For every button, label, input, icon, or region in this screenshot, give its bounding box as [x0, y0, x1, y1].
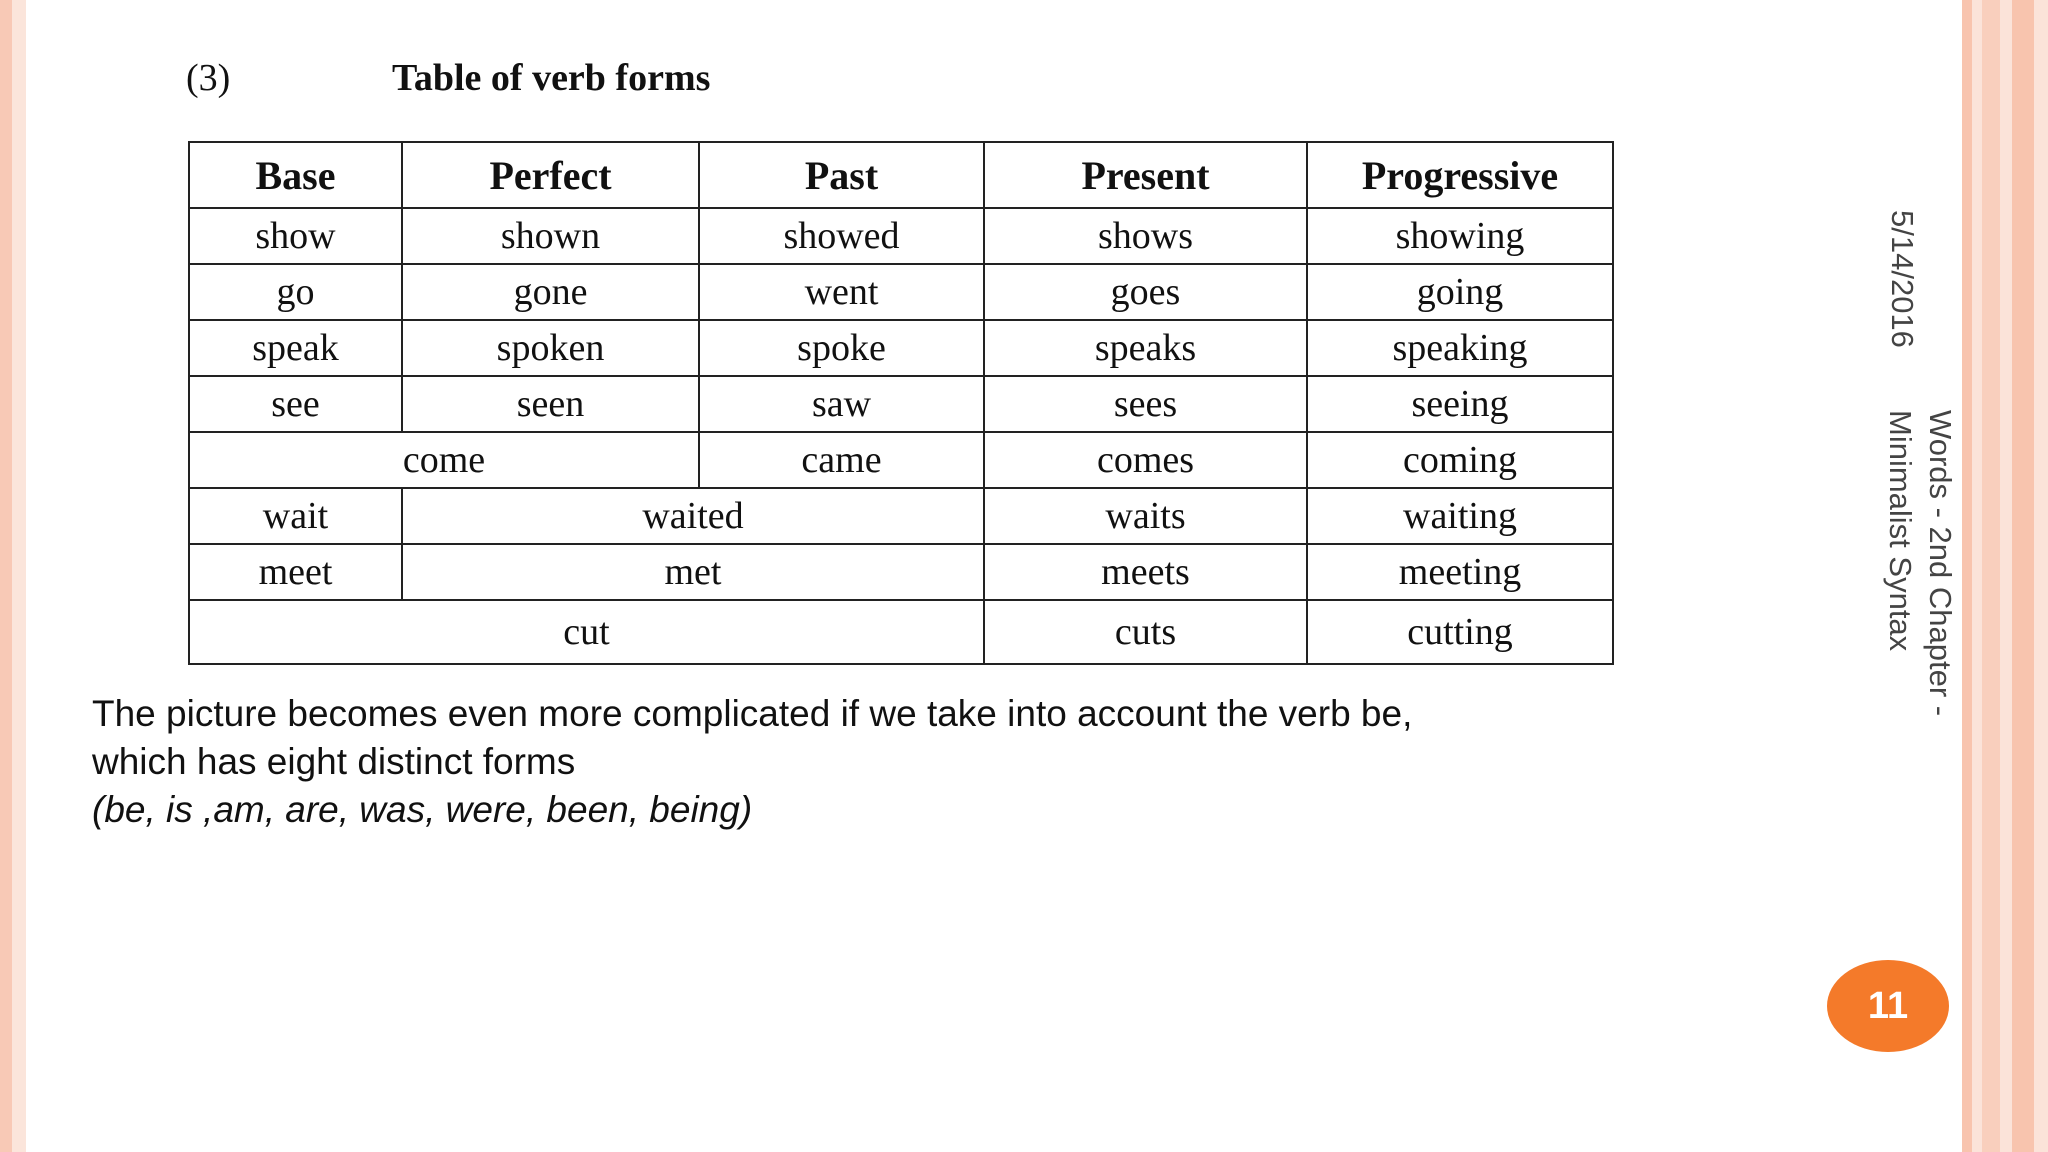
table-cell: go	[189, 264, 402, 320]
footer-title-line: Minimalist Syntax	[1883, 410, 1918, 652]
table-cell: going	[1307, 264, 1613, 320]
table-row	[189, 488, 1613, 544]
table-cell: show	[189, 208, 402, 264]
table-row	[189, 544, 1613, 600]
table-cell: seen	[402, 376, 699, 432]
table-row	[189, 320, 1613, 376]
table-cell: goes	[984, 264, 1307, 320]
table-cell: cutting	[1307, 600, 1613, 664]
table-cell: came	[699, 432, 984, 488]
table-cell: come	[189, 432, 699, 488]
right-border-line	[1962, 0, 1972, 1152]
table-cell: sees	[984, 376, 1307, 432]
figure-title: Table of verb forms	[392, 57, 711, 99]
table-cell: spoke	[699, 320, 984, 376]
body-line: The picture becomes even more complicated if we take into account the verb be,	[92, 693, 1413, 734]
table-cell: speaking	[1307, 320, 1613, 376]
table-cell: meet	[189, 544, 402, 600]
header-present: Present	[984, 142, 1307, 208]
table-cell: cut	[189, 600, 984, 664]
table-cell: speak	[189, 320, 402, 376]
header-perfect: Perfect	[402, 142, 699, 208]
table-cell: shown	[402, 208, 699, 264]
table-cell: cuts	[984, 600, 1307, 664]
right-border	[1962, 0, 2048, 1152]
left-border	[0, 0, 12, 1152]
table-row	[189, 376, 1613, 432]
page-number-badge: 11	[1827, 960, 1949, 1052]
left-border-inner	[12, 0, 26, 1152]
table-row	[189, 264, 1613, 320]
table-header-row	[189, 142, 1613, 208]
table-row	[189, 208, 1613, 264]
table-cell: shows	[984, 208, 1307, 264]
footer-title-line: Words - 2nd Chapter -	[1923, 410, 1958, 717]
table-cell: waiting	[1307, 488, 1613, 544]
table-cell: waits	[984, 488, 1307, 544]
table-cell: spoken	[402, 320, 699, 376]
table-cell: meets	[984, 544, 1307, 600]
table-cell: showed	[699, 208, 984, 264]
slide-date: 5/14/2016	[1885, 210, 1920, 348]
table-cell: showing	[1307, 208, 1613, 264]
body-text	[92, 690, 1532, 834]
header-progressive: Progressive	[1307, 142, 1613, 208]
table-cell: wait	[189, 488, 402, 544]
table-cell: coming	[1307, 432, 1613, 488]
header-past: Past	[699, 142, 984, 208]
table-cell: see	[189, 376, 402, 432]
table-cell: gone	[402, 264, 699, 320]
right-border-line	[2012, 0, 2034, 1152]
table-cell: saw	[699, 376, 984, 432]
table-cell: went	[699, 264, 984, 320]
table-row	[189, 600, 1613, 664]
table-cell: meeting	[1307, 544, 1613, 600]
figure-label: (3)	[186, 57, 231, 99]
table-cell: comes	[984, 432, 1307, 488]
body-line: which has eight distinct forms	[92, 741, 576, 782]
table-cell: seeing	[1307, 376, 1613, 432]
table-cell: waited	[402, 488, 984, 544]
header-base: Base	[189, 142, 402, 208]
slide-footer-title	[1880, 410, 1960, 716]
be-forms-list: (be, is ,am, are, was, were, been, being)	[92, 789, 753, 830]
table-row	[189, 432, 1613, 488]
verb-forms-table	[188, 141, 1614, 665]
table-cell: met	[402, 544, 984, 600]
table-cell: speaks	[984, 320, 1307, 376]
right-border-line	[1982, 0, 2000, 1152]
